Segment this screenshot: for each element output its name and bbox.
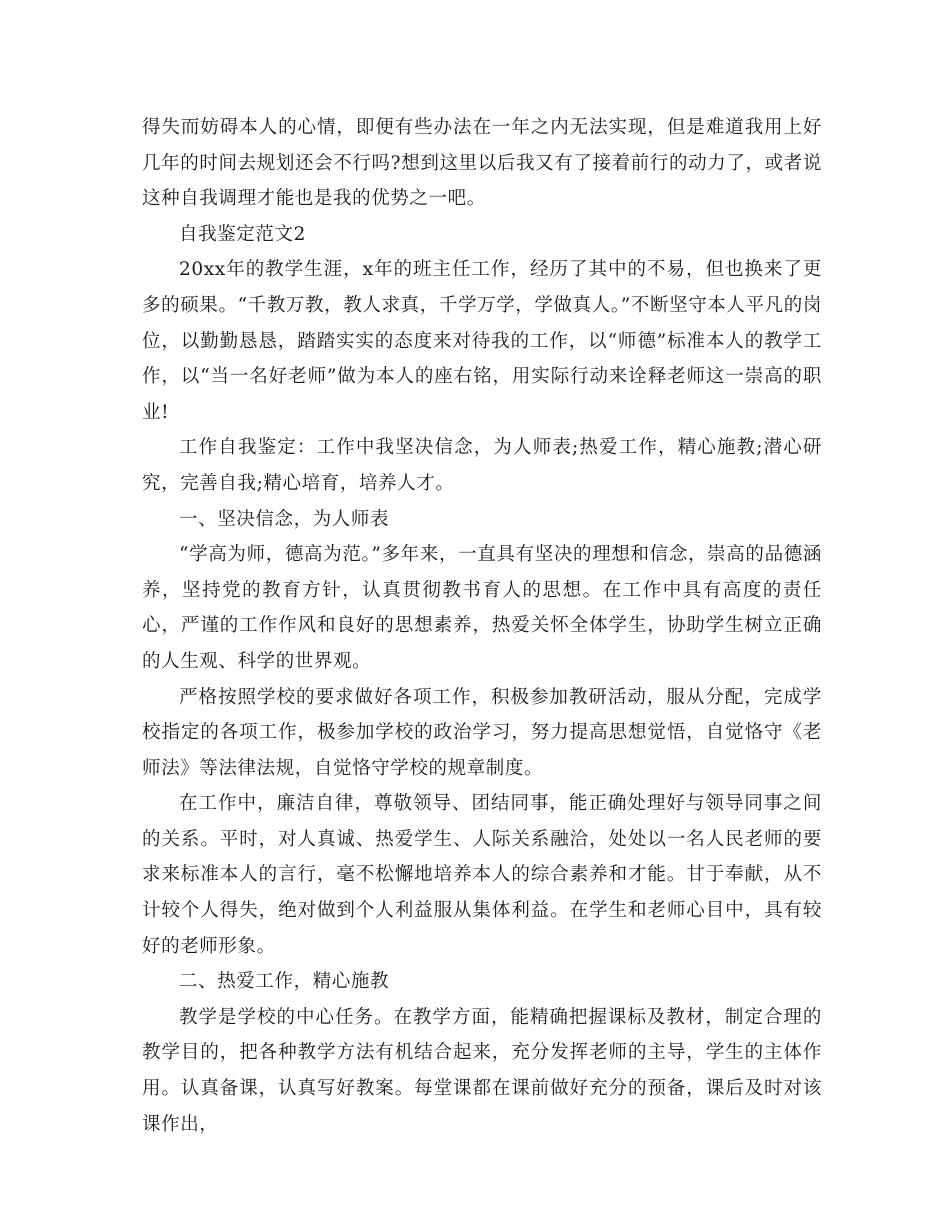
paragraph-belief: “学高为师，德高为范。”多年来，一直具有坚决的理想和信念，崇高的品德涵养，坚持党的教育方针，认真贯彻教书育人的思想。在工作中具有高度的责任心，严谨的工作作风和良好的思想素养，热爱关怀全体学生，协助学生树立正确的人生观、科学的世界观。	[142, 544, 822, 672]
heading-section-1: 一、坚决信念，为人师表	[179, 508, 390, 530]
section-title-sample-2: 自我鉴定范文2	[179, 223, 306, 245]
paragraph-intro: 20xx年的教学生涯，x年的班主任工作，经历了其中的不易，但也换来了更多的硕果。“千教万教，教人求真，千学万学，学做真人。”不断坚守本人平凡的岗位，以勤勤恳恳，踏踏实实的态度来对待我的工作，以“师德”标准本人的教学工作，以“当一名好老师”做为本人的座右铭，用实际行动来诠释老师这一崇高的职业!	[142, 259, 822, 423]
paragraph-teaching: 教学是学校的中心任务。在教学方面，能精确把握课标及教材，制定合理的教学目的，把各种教学方法有机结合起来，充分发挥老师的主导，学生的主体作用。认真备课，认真写好教案。每堂课都在课前做好充分的预备，课后及时对该课作出，	[142, 1006, 822, 1135]
document-body	[142, 110, 822, 1142]
paragraph-school-requirements: 严格按照学校的要求做好各项工作，积极参加教研活动，服从分配，完成学校指定的各项工作，极参加学校的政治学习，努力提高思想觉悟，自觉恪守《老师法》等法律法规，自觉恪守学校的规章制度。	[142, 686, 822, 779]
heading-section-2: 二、热爱工作，精心施教	[179, 971, 390, 993]
paragraph-continuation: 得失而妨碍本人的心情，即便有些办法在一年之内无法实现，但是难道我用上好几年的时间去规划还会不行吗?想到这里以后我又有了接着前行的动力了，或者说这种自我调理才能也是我的优势之一吧。	[142, 117, 822, 210]
paragraph-work-conduct: 在工作中，廉洁自律，尊敬领导、团结同事，能正确处理好与领导同事之间的关系。平时，对人真诚、热爱学生、人际关系融洽，处处以一名人民老师的要求来标准本人的言行，毫不松懈地培养本人的综合素养和才能。甘于奉献，从不计较个人得失，绝对做到个人利益服从集体利益。在学生和老师心目中，具有较好的老师形象。	[142, 793, 822, 957]
paragraph-self-evaluation: 工作自我鉴定：工作中我坚决信念，为人师表;热爱工作，精心施教;潜心研究，完善自我;精心培育，培养人才。	[142, 437, 822, 494]
